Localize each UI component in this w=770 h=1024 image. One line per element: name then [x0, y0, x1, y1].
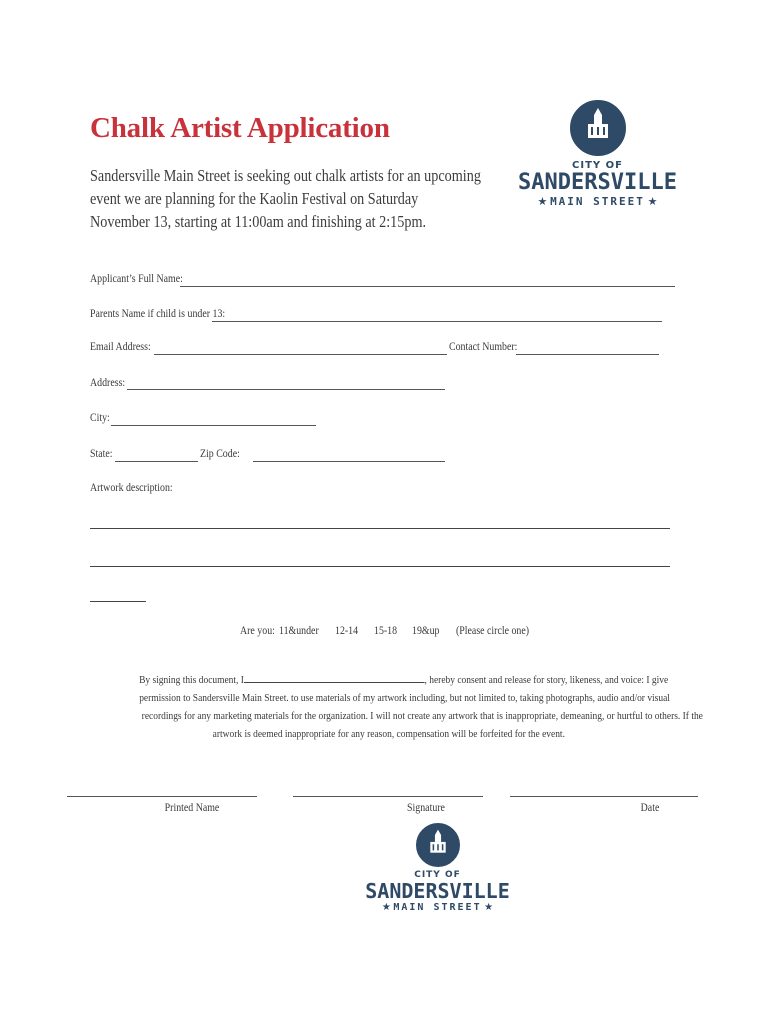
age-option[interactable]: 12-14 — [335, 625, 359, 637]
printed-name-field[interactable] — [67, 796, 257, 797]
consent-text: artwork is deemed inappropriate for any reason, compensation will be forfeited for the event. — [212, 728, 565, 740]
signature-label: Signature — [407, 802, 445, 814]
date-label: Date — [640, 802, 660, 814]
parents-name-label: Parents Name if child is under 13: — [90, 308, 226, 320]
city-field[interactable] — [111, 425, 316, 426]
state-field[interactable] — [115, 461, 198, 462]
parents-name-field[interactable] — [212, 321, 662, 322]
age-prompt: Are you: — [240, 625, 275, 637]
consent-paragraph — [96, 671, 703, 743]
courthouse-badge-icon — [416, 823, 460, 867]
zip-label: Zip Code: — [200, 448, 240, 460]
artwork-line[interactable] — [90, 601, 146, 602]
star-icon: ★ — [647, 196, 658, 208]
address-label: Address: — [90, 377, 126, 389]
logo-top — [515, 100, 680, 208]
logo-bottom — [360, 823, 515, 913]
star-icon: ★ — [484, 902, 494, 913]
signature-field[interactable] — [293, 796, 483, 797]
address-field[interactable] — [127, 389, 445, 390]
age-note: (Please circle one) — [456, 625, 530, 637]
zip-field[interactable] — [253, 461, 445, 462]
printed-name-label: Printed Name — [164, 802, 220, 814]
consent-text: recordings for any marketing materials for the organization. I will not create any artwork that is inappropriate, demeaning, or hurtful to others. If the — [141, 710, 703, 722]
consent-name-field[interactable] — [244, 671, 425, 683]
intro-line: event we are planning for the Kaolin Festival on Saturday — [90, 189, 419, 208]
logo-city: CITY OF — [414, 870, 461, 880]
intro-line: Sandersville Main Street is seeking out chalk artists for an upcoming — [90, 166, 481, 185]
contact-field[interactable] — [516, 354, 659, 355]
star-icon: ★ — [381, 902, 391, 913]
logo-main-street: ★ MAIN STREET ★ — [537, 195, 658, 208]
state-label: State: — [90, 448, 113, 460]
artwork-line[interactable] — [90, 566, 670, 567]
logo-name: SANDERSVILLE — [518, 170, 677, 195]
artwork-line[interactable] — [90, 528, 670, 529]
age-option[interactable]: 15-18 — [374, 625, 398, 637]
age-option[interactable]: 19&up — [412, 625, 440, 637]
courthouse-badge-icon — [570, 100, 626, 156]
logo-main-street: ★ MAIN STREET ★ — [381, 902, 494, 913]
logo-city: CITY OF — [572, 160, 623, 171]
star-icon: ★ — [537, 196, 548, 208]
consent-text: By signing this document, I , hereby consent and release for story, likeness, and voice: I give — [139, 671, 668, 689]
email-field[interactable] — [154, 354, 447, 355]
full-name-field[interactable] — [180, 286, 675, 287]
page-title: Chalk Artist Application — [90, 112, 390, 144]
logo-name: SANDERSVILLE — [365, 879, 510, 903]
city-label: City: — [90, 412, 110, 424]
contact-label: Contact Number: — [449, 341, 518, 353]
full-name-label: Applicant’s Full Name: — [90, 273, 183, 285]
date-field[interactable] — [510, 796, 698, 797]
consent-text: permission to Sandersville Main Street. to use materials of my artwork including, but not limited to, taking photographs, audio and/or visual — [139, 692, 670, 704]
age-option[interactable]: 11&under — [279, 625, 319, 637]
intro-line: November 13, starting at 11:00am and finishing at 2:15pm. — [90, 212, 427, 231]
intro-text — [90, 164, 481, 233]
artwork-label: Artwork description: — [90, 482, 173, 494]
email-label: Email Address: — [90, 341, 151, 353]
